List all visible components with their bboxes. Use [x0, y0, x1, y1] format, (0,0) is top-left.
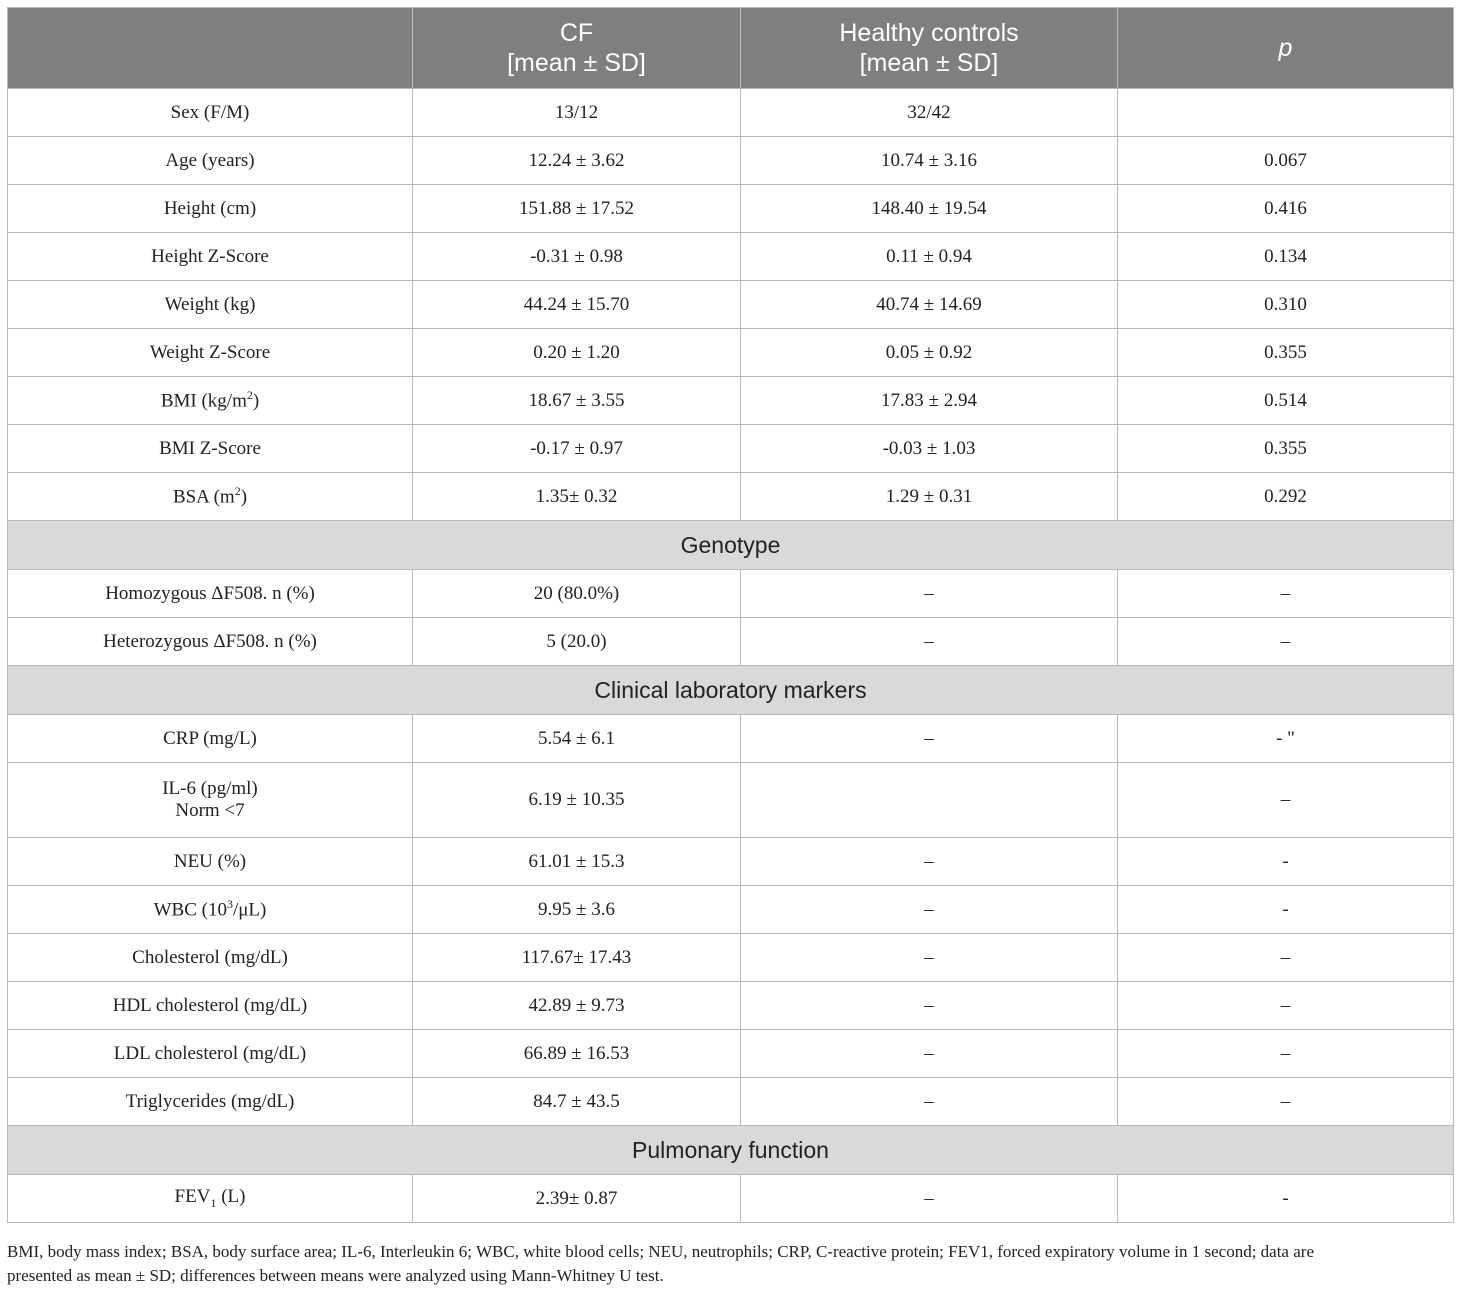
- cf-value: 1.35± 0.32: [413, 473, 741, 521]
- footnote-line2: presented as mean ± SD; differences between means were analyzed using Mann-Whitney U test.: [7, 1266, 664, 1285]
- hc-value: –: [741, 1030, 1118, 1078]
- section-title: Clinical laboratory markers: [8, 666, 1454, 715]
- cf-value: 5 (20.0): [413, 618, 741, 666]
- label-subscript: 1: [210, 1195, 217, 1210]
- cf-value: 20 (80.0%): [413, 570, 741, 618]
- header-p: p: [1118, 8, 1454, 89]
- table-row: [8, 618, 1454, 666]
- label-text: BSA (m: [172, 486, 235, 508]
- table-row: [8, 763, 1454, 838]
- hc-value: 32/42: [741, 89, 1118, 137]
- table-footnote: [7, 1240, 1453, 1288]
- hc-value: –: [741, 934, 1118, 982]
- hc-value: 40.74 ± 14.69: [741, 281, 1118, 329]
- table-row: [8, 377, 1454, 425]
- hc-value: –: [741, 982, 1118, 1030]
- hc-value: –: [741, 1175, 1118, 1223]
- table-row: [8, 886, 1454, 934]
- p-value: -: [1118, 1175, 1454, 1223]
- header-cf-sub: [mean ± SD]: [507, 49, 646, 77]
- table-row: [8, 715, 1454, 763]
- hc-value: –: [741, 715, 1118, 763]
- table-row: [8, 473, 1454, 521]
- table-row: [8, 329, 1454, 377]
- footnote-line1: BMI, body mass index; BSA, body surface area; IL-6, Interleukin 6; WBC, white blood cells; NEU, neutrophils; CRP, C-reactive protein; FEV1, forced expiratory volume in 1 second; data are: [7, 1242, 1314, 1261]
- label-text-end: ): [240, 486, 248, 508]
- header-cf-title: CF: [559, 19, 594, 47]
- hc-value: 10.74 ± 3.16: [741, 137, 1118, 185]
- row-label: Homozygous ΔF508. n (%): [8, 570, 413, 618]
- label-text: WBC (10: [153, 899, 227, 921]
- table-row: [8, 137, 1454, 185]
- cf-value: 5.54 ± 6.1: [413, 715, 741, 763]
- table-row: [8, 89, 1454, 137]
- p-value: –: [1118, 1030, 1454, 1078]
- row-label: [8, 473, 413, 521]
- label-superscript: 2: [234, 484, 241, 499]
- p-value: [1118, 89, 1454, 137]
- p-value: –: [1118, 570, 1454, 618]
- label-line1: IL-6 (pg/ml): [162, 778, 258, 799]
- table-row: [8, 982, 1454, 1030]
- cf-value: 6.19 ± 10.35: [413, 763, 741, 838]
- hc-value: 0.11 ± 0.94: [741, 233, 1118, 281]
- label-text-end: /μL): [232, 899, 267, 921]
- row-label: CRP (mg/L): [8, 715, 413, 763]
- row-label: Sex (F/M): [8, 89, 413, 137]
- cf-value: 2.39± 0.87: [413, 1175, 741, 1223]
- label-text-end: (L): [216, 1186, 246, 1208]
- p-value: –: [1118, 763, 1454, 838]
- hc-value: 17.83 ± 2.94: [741, 377, 1118, 425]
- section-title: Genotype: [8, 521, 1454, 570]
- hc-value: 1.29 ± 0.31: [741, 473, 1118, 521]
- row-label: LDL cholesterol (mg/dL): [8, 1030, 413, 1078]
- row-label: [8, 377, 413, 425]
- hc-value: –: [741, 570, 1118, 618]
- cf-value: 66.89 ± 16.53: [413, 1030, 741, 1078]
- row-label: Weight (kg): [8, 281, 413, 329]
- p-value: - ": [1118, 715, 1454, 763]
- p-value: 0.310: [1118, 281, 1454, 329]
- p-value: 0.067: [1118, 137, 1454, 185]
- hc-value: –: [741, 618, 1118, 666]
- p-value: 0.416: [1118, 185, 1454, 233]
- label-line2: Norm <7: [175, 800, 245, 821]
- cf-value: 13/12: [413, 89, 741, 137]
- cf-value: 44.24 ± 15.70: [413, 281, 741, 329]
- table-row: [8, 570, 1454, 618]
- label-superscript: 2: [246, 388, 253, 403]
- label-text-end: ): [252, 390, 260, 412]
- row-label: Heterozygous ΔF508. n (%): [8, 618, 413, 666]
- table-row: [8, 838, 1454, 886]
- table-row: [8, 1175, 1454, 1223]
- p-value: –: [1118, 934, 1454, 982]
- table-row: [8, 1030, 1454, 1078]
- row-label: Weight Z-Score: [8, 329, 413, 377]
- p-value: 0.355: [1118, 329, 1454, 377]
- cf-value: 9.95 ± 3.6: [413, 886, 741, 934]
- header-healthy-controls: [741, 8, 1118, 89]
- row-label: Height Z-Score: [8, 233, 413, 281]
- hc-value: –: [741, 1078, 1118, 1126]
- label-text: FEV: [174, 1186, 211, 1208]
- hc-value: 148.40 ± 19.54: [741, 185, 1118, 233]
- row-label: Triglycerides (mg/dL): [8, 1078, 413, 1126]
- row-label: [8, 763, 413, 838]
- header-empty: [8, 8, 413, 89]
- table-row: [8, 233, 1454, 281]
- hc-value: [741, 763, 1118, 838]
- p-value: –: [1118, 982, 1454, 1030]
- cf-value: -0.17 ± 0.97: [413, 425, 741, 473]
- cf-value: 151.88 ± 17.52: [413, 185, 741, 233]
- p-value: 0.514: [1118, 377, 1454, 425]
- table-row: [8, 1078, 1454, 1126]
- header-row: [8, 8, 1454, 89]
- section-row-genotype: [8, 521, 1454, 570]
- section-row-clinical: [8, 666, 1454, 715]
- hc-value: -0.03 ± 1.03: [741, 425, 1118, 473]
- p-value: -: [1118, 886, 1454, 934]
- row-label: [8, 1175, 413, 1223]
- p-value: –: [1118, 618, 1454, 666]
- header-hc-sub: [mean ± SD]: [859, 49, 999, 77]
- table-row: [8, 281, 1454, 329]
- header-cf: [413, 8, 741, 89]
- header-hc-title: Healthy controls: [839, 19, 1019, 47]
- hc-value: –: [741, 886, 1118, 934]
- row-label: HDL cholesterol (mg/dL): [8, 982, 413, 1030]
- label-superscript: 3: [226, 897, 233, 912]
- cf-value: -0.31 ± 0.98: [413, 233, 741, 281]
- cf-value: 117.67± 17.43: [413, 934, 741, 982]
- p-value: 0.355: [1118, 425, 1454, 473]
- table-row: [8, 934, 1454, 982]
- row-label: Cholesterol (mg/dL): [8, 934, 413, 982]
- row-label: Height (cm): [8, 185, 413, 233]
- hc-value: –: [741, 838, 1118, 886]
- row-label: NEU (%): [8, 838, 413, 886]
- cf-value: 42.89 ± 9.73: [413, 982, 741, 1030]
- section-row-pulmonary: [8, 1126, 1454, 1175]
- table-row: [8, 185, 1454, 233]
- cf-value: 84.7 ± 43.5: [413, 1078, 741, 1126]
- p-value: –: [1118, 1078, 1454, 1126]
- p-value: 0.292: [1118, 473, 1454, 521]
- row-label: Age (years): [8, 137, 413, 185]
- cf-value: 18.67 ± 3.55: [413, 377, 741, 425]
- row-label: BMI Z-Score: [8, 425, 413, 473]
- hc-value: 0.05 ± 0.92: [741, 329, 1118, 377]
- cf-value: 12.24 ± 3.62: [413, 137, 741, 185]
- p-value: -: [1118, 838, 1454, 886]
- table-row: [8, 425, 1454, 473]
- label-text: BMI (kg/m: [160, 390, 247, 412]
- cf-value: 61.01 ± 15.3: [413, 838, 741, 886]
- p-value: 0.134: [1118, 233, 1454, 281]
- characteristics-table: [7, 7, 1454, 1223]
- section-title: Pulmonary function: [8, 1126, 1454, 1175]
- row-label: [8, 886, 413, 934]
- cf-value: 0.20 ± 1.20: [413, 329, 741, 377]
